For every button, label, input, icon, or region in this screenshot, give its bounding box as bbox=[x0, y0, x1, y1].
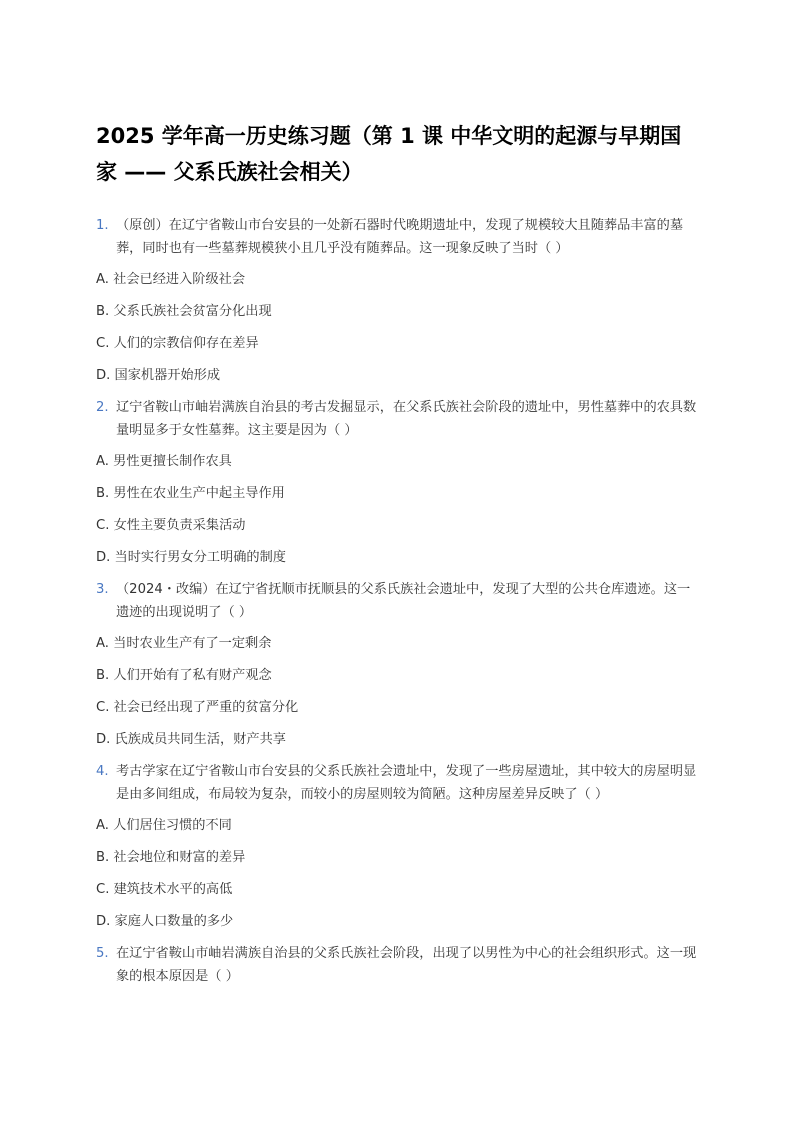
option-d: D. 当时实行男女分工明确的制度 bbox=[96, 550, 286, 565]
option-a: A. 人们居住习惯的不同 bbox=[96, 818, 232, 833]
question-text: 考古学家在辽宁省鞍山市台安县的父系氏族社会遗址中，发现了一些房屋遗址，其中较大的房屋明显是由多间组成，布局较为复杂，而较小的房屋则较为简陋。这种房屋差异反映了（ ） bbox=[116, 764, 697, 802]
document-page bbox=[96, 118, 698, 996]
option-b: B. 父系氏族社会贫富分化出现 bbox=[96, 304, 272, 319]
option-c: C. 建筑技术水平的高低 bbox=[96, 882, 233, 897]
question-block-5 bbox=[96, 942, 698, 988]
option-d: D. 国家机器开始形成 bbox=[96, 368, 221, 383]
question-1 bbox=[96, 214, 698, 260]
option-a: A. 当时农业生产有了一定剩余 bbox=[96, 636, 272, 651]
option-b: B. 社会地位和财富的差异 bbox=[96, 850, 246, 865]
option-d: D. 家庭人口数量的多少 bbox=[96, 914, 234, 929]
option-c: C. 女性主要负责采集活动 bbox=[96, 518, 246, 533]
question-text: （2024・改编）在辽宁省抚顺市抚顺县的父系氏族社会遗址中，发现了大型的公共仓库遗迹。这一遗迹的出现说明了（ ） bbox=[116, 582, 691, 620]
question-5 bbox=[96, 942, 698, 988]
document-title: 2025 学年高一历史练习题（第 1 课 中华文明的起源与早期国家 —— 父系氏族社会相关） bbox=[96, 124, 682, 184]
question-block-1 bbox=[96, 214, 698, 387]
option-a: A. 男性更擅长制作农具 bbox=[96, 454, 232, 469]
question-3 bbox=[96, 578, 698, 624]
option-a: A. 社会已经进入阶级社会 bbox=[96, 272, 246, 287]
question-text: 辽宁省鞍山市岫岩满族自治县的考古发掘显示，在父系氏族社会阶段的遗址中，男性墓葬中的农具数量明显多于女性墓葬。这主要是因为（ ） bbox=[116, 400, 697, 438]
question-block-3 bbox=[96, 578, 698, 751]
option-b: B. 男性在农业生产中起主导作用 bbox=[96, 486, 285, 501]
question-number: 3. bbox=[96, 582, 109, 597]
question-number: 1. bbox=[96, 218, 109, 233]
option-b: B. 人们开始有了私有财产观念 bbox=[96, 668, 272, 683]
option-c: C. 社会已经出现了严重的贫富分化 bbox=[96, 700, 299, 715]
question-block-4 bbox=[96, 760, 698, 933]
question-text: （原创）在辽宁省鞍山市台安县的一处新石器时代晚期遗址中，发现了规模较大且随葬品丰富的墓葬，同时也有一些墓葬规模狭小且几乎没有随葬品。这一现象反映了当时（ ） bbox=[116, 218, 684, 256]
question-number: 2. bbox=[96, 400, 109, 415]
question-2 bbox=[96, 396, 698, 442]
option-d: D. 氏族成员共同生活，财产共享 bbox=[96, 732, 286, 747]
question-number: 4. bbox=[96, 764, 109, 779]
option-c: C. 人们的宗教信仰存在差异 bbox=[96, 336, 259, 351]
question-number: 5. bbox=[96, 946, 109, 961]
question-text: 在辽宁省鞍山市岫岩满族自治县的父系氏族社会阶段，出现了以男性为中心的社会组织形式。这一现象的根本原因是（ ） bbox=[116, 946, 697, 984]
question-block-2 bbox=[96, 396, 698, 569]
question-4 bbox=[96, 760, 698, 806]
